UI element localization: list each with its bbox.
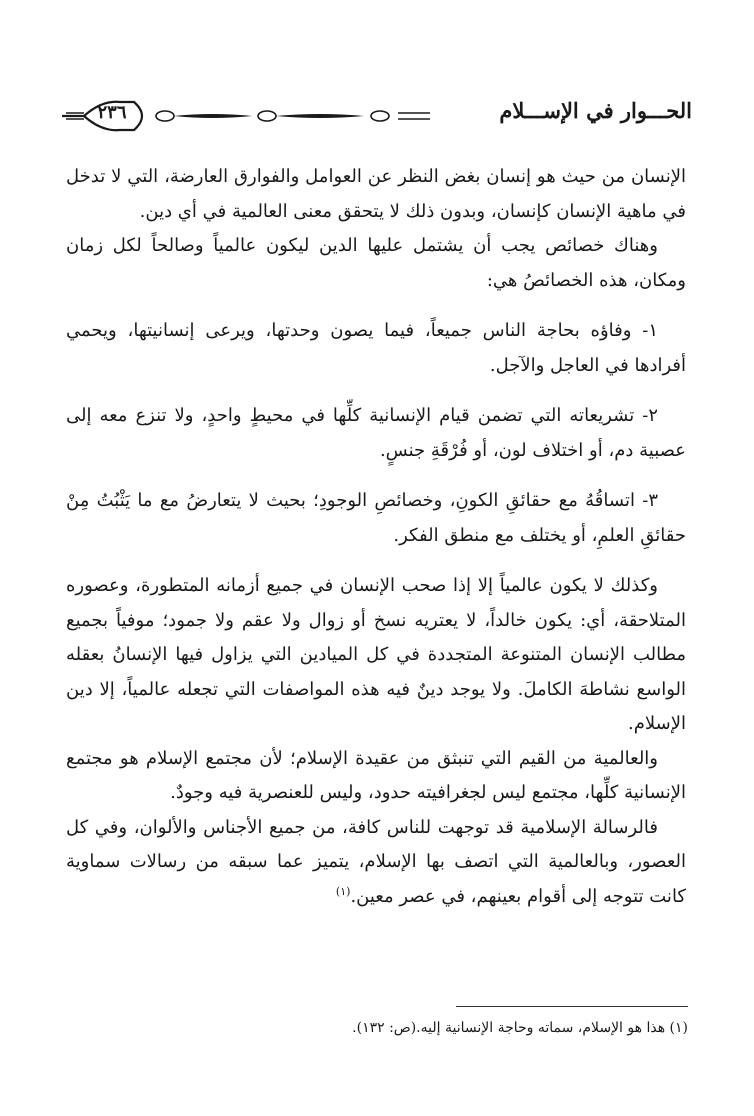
page-number: ٢٣٦: [97, 102, 127, 123]
footnote-reference[interactable]: (١): [335, 884, 351, 898]
running-title: الحـــوار في الإســـلام: [499, 98, 692, 123]
paragraph: الإنسان من حيث هو إنسان بغض النظر عن العوامل والفوارق العارضة، التي لا تدخل في ماهية الإنسان كإنسان، وبدون ذلك لا يتحقق معنى العالمية في أي دين.: [66, 166, 686, 222]
list-item: ٢- تشريعاته التي تضمن قيام الإنسانية كلِّها في محيطٍ واحدٍ، ولا تنزع معه إلى عصبية دم، أو اختلاف لون، أو فُرْقَةِ جنسٍ.: [66, 405, 686, 461]
paragraph-with-footnote: [66, 811, 686, 915]
body-text: [66, 160, 686, 914]
list-item: ٣- اتساقُهُ مع حقائقِ الكونِ، وخصائصِ الوجودِ؛ بحيث لا يتعارضُ مع ما يَثْبُتُ مِنْ حقائقِ العلمِ، أو يختلف مع منطق الفكر.: [66, 490, 686, 546]
paragraph: وهناك خصائص يجب أن يشتمل عليها الدين ليكون عالمياً وصالحاً لكل زمان ومكان، هذه الخصائصُ هي:: [66, 235, 686, 291]
list-item: ١- وفاؤه بحاجة الناس جميعاً، فيما يصون وحدتها، ويرعى إنسانيتها، ويحمي أفرادها في العاجل والآجل.: [66, 320, 686, 376]
page-header: [62, 96, 692, 142]
paragraph-text: فالرسالة الإسلامية قد توجهت للناس كافة، من جميع الأجناس والألوان، وفي كل العصور، وبالعالمية التي اتصف بها الإسلام، يتميز عما سبقه من رسالات سماوية كانت تتوجه إلى أقوام بعينهم، في عصر معين.: [66, 816, 686, 907]
footnote-divider: [456, 1006, 688, 1007]
footnote: (١) هذا هو الإسلام، سماته وحاجة الإنسانية إليه.(ص: ١٣٢).: [352, 1020, 688, 1036]
paragraph: وكذلك لا يكون عالمياً إلا إذا صحب الإنسان في جميع أزمانه المتطورة، وعصوره المتلاحقة، أي: يكون خالداً، لا يعتريه نسخ أو زوال ولا عقم ولا جمود؛ موفياً بجميع مطالب الإنسان المتنوعة المتجددة في كل الميادين التي يزاول فيها الإنسانُ بعقله الواسع نشاطهَ الكاملَ. ولا يوجد دينٌ فيه هذه المواصفات التي تجعله عالمياً، إلا دين الإسلام.: [66, 575, 687, 734]
paragraph: والعالمية من القيم التي تنبثق من عقيدة الإسلام؛ لأن مجتمع الإسلام هو مجتمع الإنسانية كلِّها، مجتمع ليس لجغرافيته حدود، وليس للعنصرية فيه وجودٌ.: [66, 747, 686, 803]
